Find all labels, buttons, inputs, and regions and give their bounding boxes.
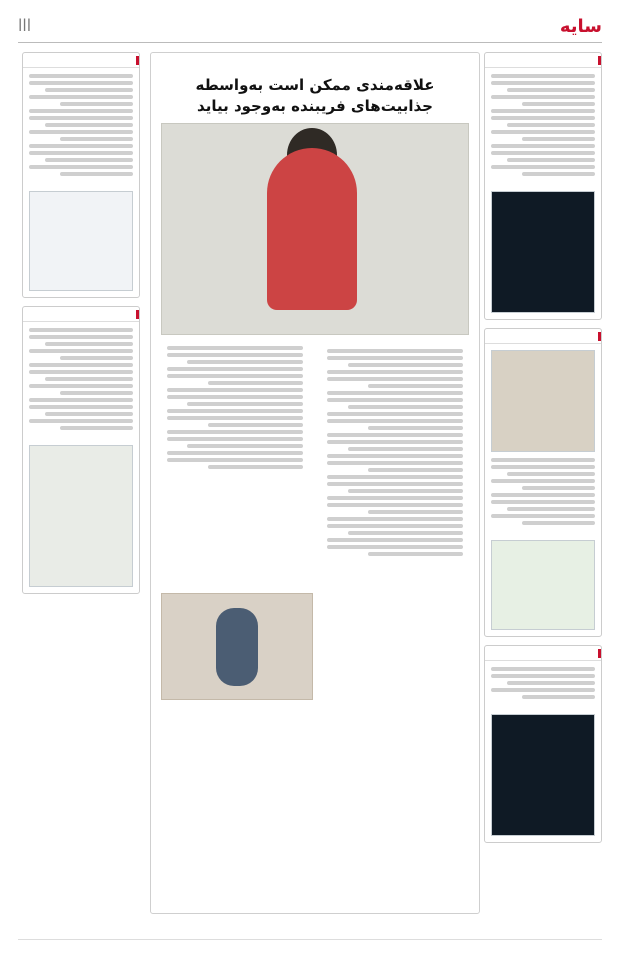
portrait-photo: [491, 350, 595, 452]
film-poster-image: [491, 191, 595, 313]
text-block: [485, 74, 601, 185]
middle-column: [150, 52, 480, 932]
article-column-right: [321, 343, 469, 903]
box-right-bottom: [484, 645, 602, 843]
award-plaque-image: [29, 445, 133, 587]
box-left-top: [22, 52, 140, 298]
book-cover-image: [491, 714, 595, 836]
text-block: [485, 667, 601, 708]
hero-photo: [161, 123, 469, 335]
text-block: [321, 349, 469, 565]
article-headline: علاقه‌مندی ممکن است به‌واسطه جذابیت‌های فریبنده به‌وجود بیاید: [195, 76, 435, 115]
text-block: [161, 346, 309, 478]
article-body: [161, 343, 469, 903]
page-number: |||: [18, 17, 32, 31]
right-column: [484, 52, 602, 932]
left-column: [22, 52, 140, 932]
article-column-left: [161, 343, 309, 903]
footer-line: [18, 939, 602, 950]
illustration-image: [29, 191, 133, 291]
box-right-top: [484, 52, 602, 320]
brand-logo: سایه: [559, 16, 602, 37]
text-block: [485, 458, 601, 534]
box-right-middle: [484, 328, 602, 637]
inset-photo: [161, 593, 313, 700]
text-block: [23, 74, 139, 185]
text-block: [23, 328, 139, 439]
masthead: [18, 14, 602, 43]
inset-person-icon: [216, 608, 258, 686]
person-body-icon: [267, 148, 357, 310]
banner-image: [491, 540, 595, 630]
main-article: [150, 52, 480, 914]
box-left-bottom: [22, 306, 140, 594]
